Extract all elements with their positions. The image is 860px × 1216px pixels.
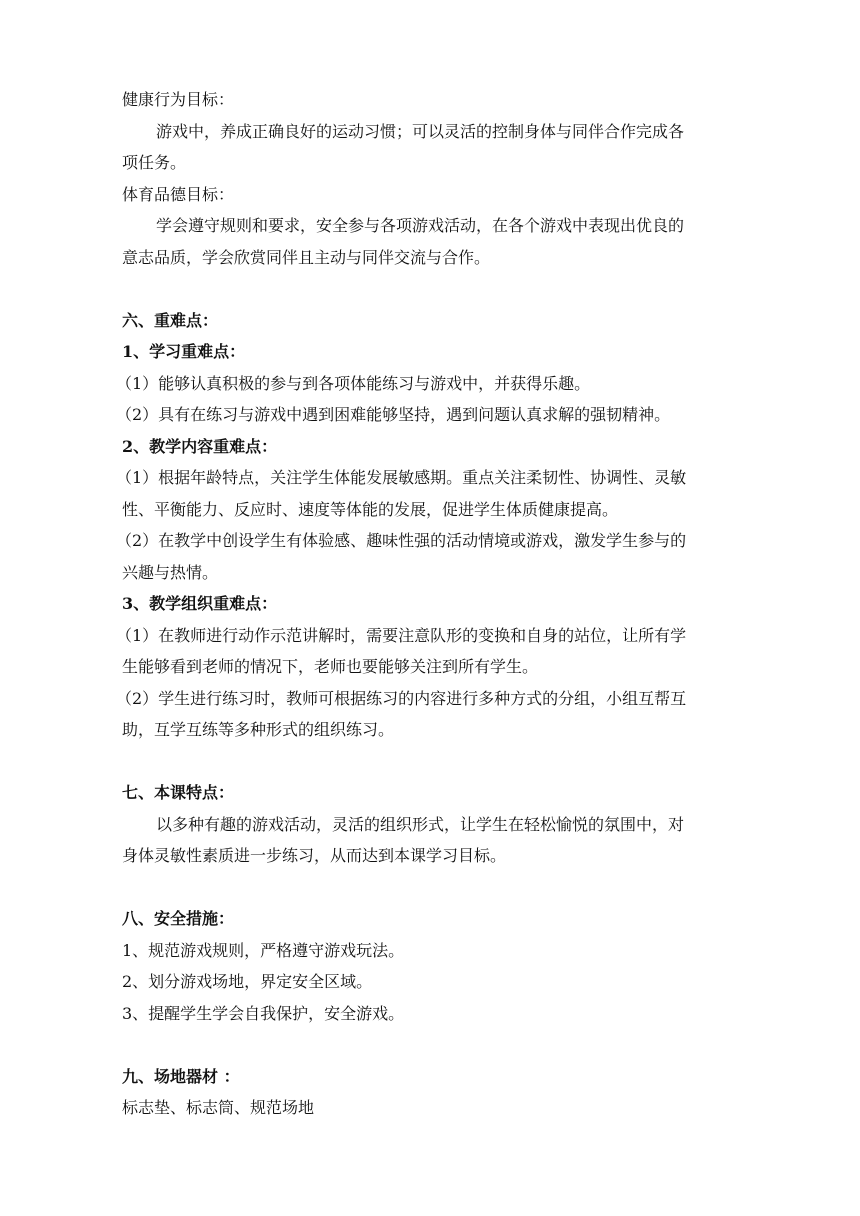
content-item-2-cont: 兴趣与热情。 — [122, 562, 219, 582]
learning-item-2: （2）具有在练习与游戏中遇到困难能够坚持，遇到问题认真求解的强韧精神。 — [116, 405, 671, 424]
health-goal-heading: 健康行为目标： — [122, 90, 235, 109]
subheading-organization: 3、教学组织重难点： — [122, 594, 278, 613]
health-goal-text: 游戏中，养成正确良好的运动习惯；可以灵活的控制身体与同伴合作完成各 — [156, 121, 685, 141]
spacer — [122, 273, 742, 305]
moral-goal-text-cont: 意志品质，学会欣赏同伴且主动与同伴交流与合作。 — [122, 247, 491, 267]
spacer — [122, 872, 742, 904]
health-goal-text-cont: 项任务。 — [122, 153, 187, 172]
moral-goal-text: 学会遵守规则和要求，安全参与各项游戏活动，在各个游戏中表现出优良的 — [156, 216, 685, 235]
content-item-1-cont: 性、平衡能力、反应时、速度等体能的发展，促进学生体质健康提高。 — [122, 499, 619, 519]
organization-item-2: （2）学生进行练习时，教师可根据练习的内容进行多种方式的分组，小组互帮互 — [116, 688, 687, 708]
safety-item-3: 3、提醒学生学会自我保护，安全游戏。 — [122, 1003, 405, 1023]
learning-item-1: （1）能够认真积极的参与到各项体能练习与游戏中，并获得乐趣。 — [116, 373, 591, 393]
section-heading-key-points: 六、重难点： — [122, 310, 219, 330]
document-page — [116, 84, 742, 1124]
organization-item-1-cont: 生能够看到老师的情况下，老师也要能够关注到所有学生。 — [122, 657, 539, 676]
organization-item-2-cont: 助，互学互练等多种形式的组织练习。 — [122, 720, 395, 739]
spacer — [122, 1029, 742, 1061]
section-heading-features: 七、本课特点： — [122, 783, 235, 802]
safety-item-1: 1、规范游戏规则，严格遵守游戏玩法。 — [122, 940, 405, 960]
features-text-cont: 身体灵敏性素质进一步练习，从而达到本课学习目标。 — [122, 846, 507, 865]
content-item-2: （2）在教学中创设学生有体验感、趣味性强的活动情境或游戏，激发学生参与的 — [116, 531, 687, 550]
equipment-text: 标志垫、标志筒、规范场地 — [122, 1098, 315, 1117]
safety-item-2: 2、划分游戏场地，界定安全区域。 — [122, 972, 373, 991]
moral-goal-heading: 体育品德目标： — [122, 184, 235, 204]
organization-item-1: （1）在教师进行动作示范讲解时，需要注意队形的变换和自身的站位，让所有学 — [116, 625, 687, 645]
spacer — [122, 746, 742, 778]
section-heading-safety: 八、安全措施： — [122, 909, 235, 928]
features-text: 以多种有趣的游戏活动，灵活的组织形式，让学生在轻松愉悦的氛围中，对 — [156, 814, 685, 834]
subheading-learning: 1、学习重难点： — [122, 342, 246, 361]
content-item-1: （1）根据年龄特点，关注学生体能发展敏感期。重点关注柔韧性、协调性、灵敏 — [116, 468, 687, 487]
section-heading-equipment: 九、场地器材 ： — [122, 1066, 240, 1086]
subheading-content: 2、教学内容重难点： — [122, 436, 278, 456]
